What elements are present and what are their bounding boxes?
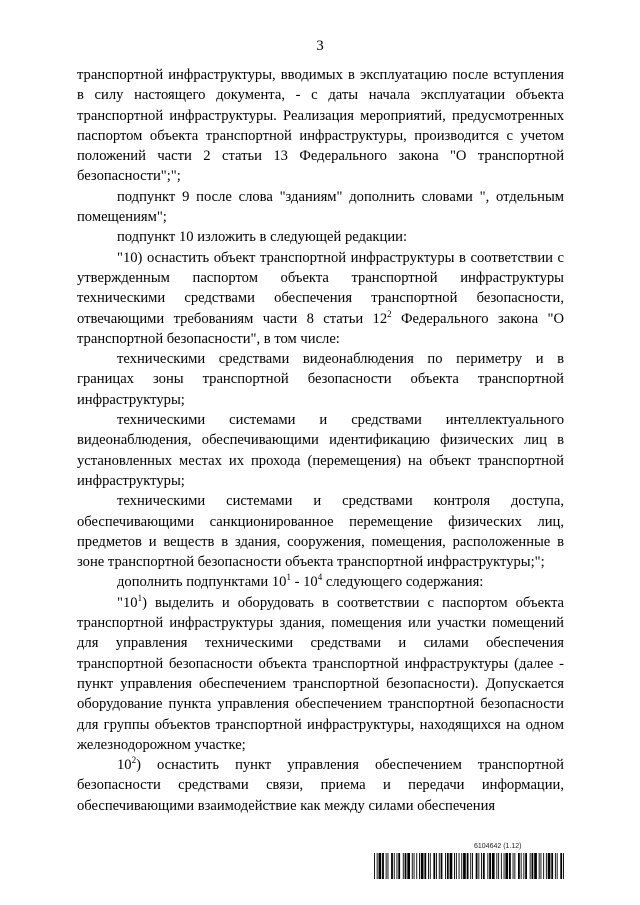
paragraph-1: транспортной инфраструктуры, вводимых в эксплуатацию после вступления в силу настоящего документа, - с даты начала эксплуатации объекта транспортной инфраструктуры. Реализация мероприятий, предусмотренных паспортом объекта транспортной инфраструктуры, производится с учетом положений части 2 статьи 13 Федерального закона "О транспортной безопасности";"; — [77, 67, 564, 185]
paragraph-8-superscript-1: 1 — [286, 572, 291, 583]
barcode-bar — [430, 853, 431, 879]
barcode-bar — [539, 853, 540, 879]
barcode-bar — [454, 853, 455, 879]
barcode-bar — [557, 853, 558, 879]
barcode-bar — [546, 853, 547, 879]
paragraph-4 — [77, 248, 564, 349]
barcode-bar — [483, 853, 485, 879]
page-number: 3 — [316, 38, 324, 54]
barcode-bar — [456, 853, 457, 879]
barcode-bar — [532, 853, 534, 879]
paragraph-3: подпункт 10 изложить в следующей редакции: — [117, 229, 408, 246]
document-code: 6104642 (1.12) — [474, 843, 522, 850]
barcode-bar — [445, 853, 446, 879]
paragraph-8-superscript-2: 4 — [317, 572, 323, 583]
barcode-bar — [530, 853, 531, 879]
barcode-bar — [501, 853, 502, 879]
barcode-bar — [496, 853, 497, 879]
paragraph-4-text-b: Федерального закона "О транспортной безопасности", в том числе: — [77, 310, 564, 347]
paragraph-7: техническими системами и средствами контроля доступа, обеспечивающими санкционированное перемещение физических лиц, предметов и веществ в здания, сооружения, помещения, расположенные в зоне транспортной безопасности объекта транспортной инфраструктуры;"; — [77, 493, 564, 571]
barcode-bar — [377, 853, 378, 879]
paragraph-10-text-b: ) оснастить пункт управления обеспечением транспортной безопасности средствами связи, приема и передачи информации, обеспечивающими взаимодействие как между силами обеспечения — [77, 757, 564, 814]
barcode — [374, 853, 564, 879]
barcode-bar — [560, 853, 562, 879]
barcode-bar — [509, 853, 511, 879]
barcode-bar — [523, 853, 524, 879]
barcode-bar — [551, 853, 553, 879]
paragraph-9-superscript: 1 — [137, 592, 143, 603]
barcode-bar — [521, 853, 522, 879]
barcode-bar — [548, 853, 551, 879]
barcode-bar — [505, 853, 508, 879]
barcode-bar — [555, 853, 556, 879]
paragraph-9-text-a: "10 — [117, 594, 138, 611]
barcode-bar — [525, 853, 527, 879]
paragraph-8-text-c: следующего содержания: — [322, 574, 484, 591]
barcode-bar — [436, 853, 437, 879]
paragraph-8-text-a: дополнить подпунктами 10 — [117, 574, 287, 591]
barcode-bar — [439, 853, 440, 879]
barcode-bar — [405, 853, 407, 879]
barcode-bar — [513, 853, 514, 879]
barcode-bar — [433, 853, 435, 879]
barcode-bar — [398, 853, 400, 879]
barcode-bar — [504, 853, 505, 879]
barcode-bar — [450, 853, 453, 879]
barcode-bar — [498, 853, 499, 879]
barcode-bar — [492, 853, 495, 879]
barcode-bar — [514, 853, 515, 879]
paragraph-5: техническими средствами видеонаблюдения по периметру и в границах зоны транспортной безопасности объекта транспортной инфраструктуры; — [77, 351, 564, 408]
document-body — [77, 65, 564, 816]
barcode-bar — [382, 853, 384, 879]
paragraph-6: техническими системами и средствами интеллектуального видеонаблюдения, обеспечивающими идентификацию физических лиц в установленных местах их прохода (перемещения) на объект транспортной инфраструктуры; — [77, 412, 564, 489]
barcode-bar — [421, 853, 424, 879]
barcode-bar — [534, 853, 537, 879]
barcode-bar — [447, 853, 449, 879]
barcode-bar — [563, 853, 564, 879]
paragraph-9-text-b: ) выделить и оборудовать в соответствии с паспортом объекта транспортной инфраструктуры здания, помещения или участки помещений для управления техническими средствами и силами обеспечения транспортной безопасности объекта транспортной инфраструктуры (далее - пункт управления обеспечением транспортной безопасности). Допускается оборудование пункта управления обеспечением транспортной безопасности для группы объектов транспортной инфраструктуры, находящихся на одном железнодорожном участке; — [77, 594, 564, 753]
barcode-bar — [543, 853, 544, 879]
barcode-bar — [467, 853, 469, 879]
barcode-bar — [518, 853, 520, 879]
barcode-bar — [476, 853, 478, 879]
barcode-bar — [478, 853, 479, 879]
barcode-bar — [397, 853, 398, 879]
barcode-bar — [424, 853, 426, 879]
barcode-bar — [463, 853, 466, 879]
barcode-bar — [470, 853, 471, 879]
barcode-bar — [441, 853, 443, 879]
paragraph-8-text-b: - 10 — [290, 574, 318, 591]
paragraph-8 — [77, 572, 564, 592]
barcode-bar — [419, 853, 420, 879]
barcode-bar — [487, 853, 488, 879]
barcode-bar — [407, 853, 410, 879]
paragraph-9 — [77, 593, 564, 755]
barcode-bar — [379, 853, 382, 879]
paragraph-2: подпункт 9 после слова "зданиям" дополнить словами ", отдельным помещениям"; — [77, 188, 564, 226]
barcode-bar — [414, 853, 415, 879]
paragraph-4-text-a: "10) оснастить объект транспортной инфраструктуры в соответствии с утвержденным паспортом объекта транспортной инфраструктуры техническими средствами обеспечения транспортной безопасности, отвечающими требованиям части 8 статьи 12 — [77, 249, 564, 327]
barcode-bar — [394, 853, 395, 879]
barcode-bar — [416, 853, 417, 879]
barcode-bar — [489, 853, 491, 879]
paragraph-10-superscript: 2 — [131, 755, 137, 766]
barcode-bar — [403, 853, 404, 879]
barcode-bar — [541, 853, 542, 879]
barcode-bar — [388, 853, 389, 879]
barcode-bar — [391, 853, 393, 879]
barcode-bar — [412, 853, 413, 879]
barcode-bar — [374, 853, 375, 879]
paragraph-4-superscript: 2 — [387, 308, 392, 319]
paragraph-10 — [77, 755, 564, 816]
barcode-bar — [428, 853, 429, 879]
barcode-bar — [472, 853, 473, 879]
barcode-bar — [459, 853, 460, 879]
paragraph-10-text-a: 10 — [117, 757, 132, 774]
barcode-bar — [481, 853, 482, 879]
barcode-bar — [461, 853, 462, 879]
barcode-bar — [386, 853, 387, 879]
